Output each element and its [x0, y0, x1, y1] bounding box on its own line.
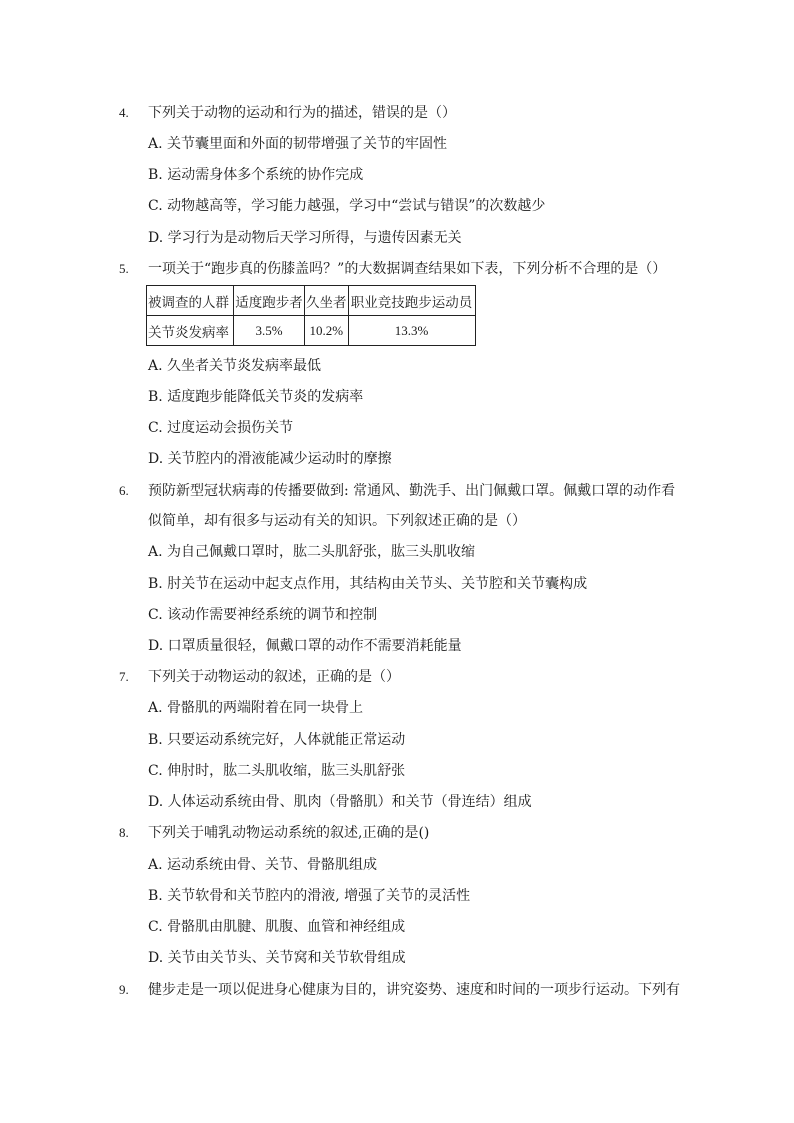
question-stem: 健步走是一项以促进身心健康为目的，讲究姿势、速度和时间的一项步行运动。下列有: [148, 982, 680, 998]
option-b: B. 关节软骨和关节腔内的滑液, 增强了关节的灵活性: [148, 888, 471, 904]
question-stem: 预防新型冠状病毒的传播要做到: 常通风、勤洗手、出门佩戴口罩。佩戴口罩的动作看: [148, 483, 676, 499]
option-d: D. 学习行为是动物后天学习所得，与遗传因素无关: [148, 230, 462, 246]
option-c: C. 该动作需要神经系统的调节和控制: [148, 607, 378, 623]
option-b: B. 只要运动系统完好，人体就能正常运动: [148, 732, 406, 748]
question-stem: 一项关于“跑步真的伤膝盖吗？”的大数据调查结果如下表，下列分析不合理的是（）: [148, 261, 667, 277]
table-header-row: [147, 286, 476, 316]
question-number: 4.: [119, 105, 129, 120]
question-stem: 下列关于动物运动的叙述，正确的是（）: [148, 669, 400, 685]
table-header-cell: 适度跑步者: [234, 286, 305, 316]
option-d: D. 关节腔内的滑液能减少运动时的摩擦: [148, 451, 392, 467]
table-cell: 3.5%: [234, 316, 305, 346]
survey-table: [146, 285, 476, 346]
question-number: 6.: [119, 483, 129, 498]
option-a: A. 骨骼肌的两端附着在同一块骨上: [148, 700, 364, 716]
option-b: B. 运动需身体多个系统的协作完成: [148, 167, 364, 183]
option-d: D. 关节由关节头、关节窝和关节软骨组成: [148, 950, 406, 966]
option-b: B. 适度跑步能降低关节炎的发病率: [148, 389, 364, 405]
option-b: B. 肘关节在运动中起支点作用，其结构由关节头、关节腔和关节囊构成: [148, 576, 588, 592]
option-a: A. 久坐者关节炎发病率最低: [148, 358, 322, 374]
table-cell: 关节炎发病率: [147, 316, 234, 346]
question-stem-continued: 似简单，却有很多与运动有关的知识。下列叙述正确的是（）: [148, 513, 526, 529]
table-row: [147, 316, 476, 346]
option-d: D. 口罩质量很轻，佩戴口罩的动作不需要消耗能量: [148, 638, 462, 654]
question-number: 8.: [119, 825, 129, 840]
question-stem: 下列关于哺乳动物运动系统的叙述,正确的是(): [148, 825, 430, 841]
question-number: 9.: [119, 982, 129, 997]
option-c: C. 伸肘时，肱二头肌收缩，肱三头肌舒张: [148, 763, 406, 779]
option-d: D. 人体运动系统由骨、肌肉（骨骼肌）和关节（骨连结）组成: [148, 794, 532, 810]
table-header-cell: 久坐者: [305, 286, 349, 316]
option-c: C. 过度运动会损伤关节: [148, 420, 294, 436]
question-number: 5.: [119, 261, 129, 276]
table-cell: 10.2%: [305, 316, 349, 346]
option-c: C. 动物越高等，学习能力越强，学习中“尝试与错误”的次数越少: [148, 198, 546, 214]
question-number: 7.: [119, 669, 129, 684]
option-c: C. 骨骼肌由肌腱、肌腹、血管和神经组成: [148, 919, 406, 935]
table-header-cell: 职业竞技跑步运动员: [348, 286, 475, 316]
option-a: A. 关节囊里面和外面的韧带增强了关节的牢固性: [148, 136, 448, 152]
question-stem: 下列关于动物的运动和行为的描述，错误的是（）: [148, 105, 456, 121]
option-a: A. 为自己佩戴口罩时，肱二头肌舒张，肱三头肌收缩: [148, 544, 476, 560]
table-header-cell: 被调查的人群: [147, 286, 234, 316]
table-cell: 13.3%: [348, 316, 475, 346]
option-a: A. 运动系统由骨、关节、骨骼肌组成: [148, 857, 378, 873]
